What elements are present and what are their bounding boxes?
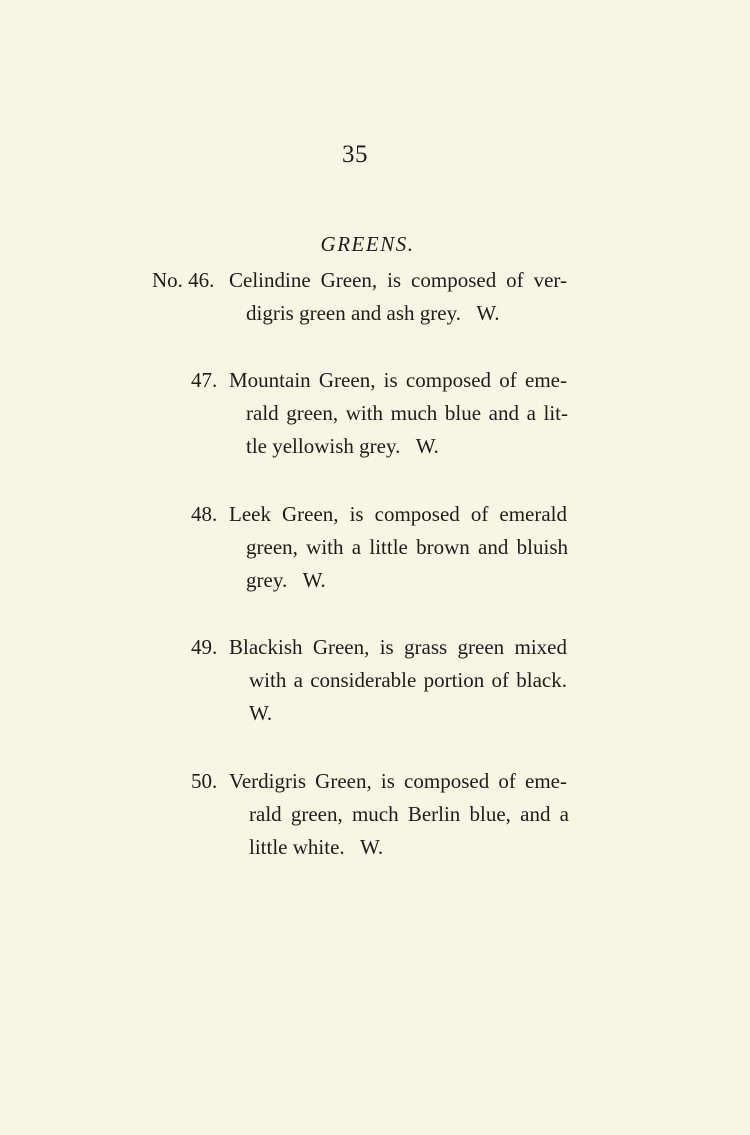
- entry-line: little white. W.: [249, 835, 384, 859]
- section-heading: GREENS.: [320, 232, 415, 256]
- entry-line: W.: [249, 701, 273, 725]
- entry-line: Celindine Green, is composed of ver-: [229, 268, 567, 292]
- entry-line: Verdigris Green, is composed of eme-: [229, 769, 567, 793]
- entry-line: rald green, with much blue and a lit-: [246, 401, 568, 425]
- entry-number: 50.: [191, 769, 218, 793]
- entry-line: digris green and ash grey. W.: [246, 301, 500, 325]
- entry-line: tle yellowish grey. W.: [246, 434, 439, 458]
- page-number: 35: [342, 141, 368, 168]
- entry-line: rald green, much Berlin blue, and a: [249, 802, 569, 826]
- entry-line: with a considerable portion of black.: [249, 668, 567, 692]
- entry-line: green, with a little brown and bluish: [246, 535, 568, 559]
- entry-line: Blackish Green, is grass green mixed: [229, 635, 567, 659]
- entry-number: 49.: [191, 635, 218, 659]
- entry-number: 48.: [191, 502, 218, 526]
- entry-number: No. 46.: [152, 268, 215, 292]
- entry-line: Leek Green, is composed of emerald: [229, 502, 567, 526]
- entry-line: Mountain Green, is composed of eme-: [229, 368, 567, 392]
- entry-number: 47.: [191, 368, 218, 392]
- entry-line: grey. W.: [246, 568, 326, 592]
